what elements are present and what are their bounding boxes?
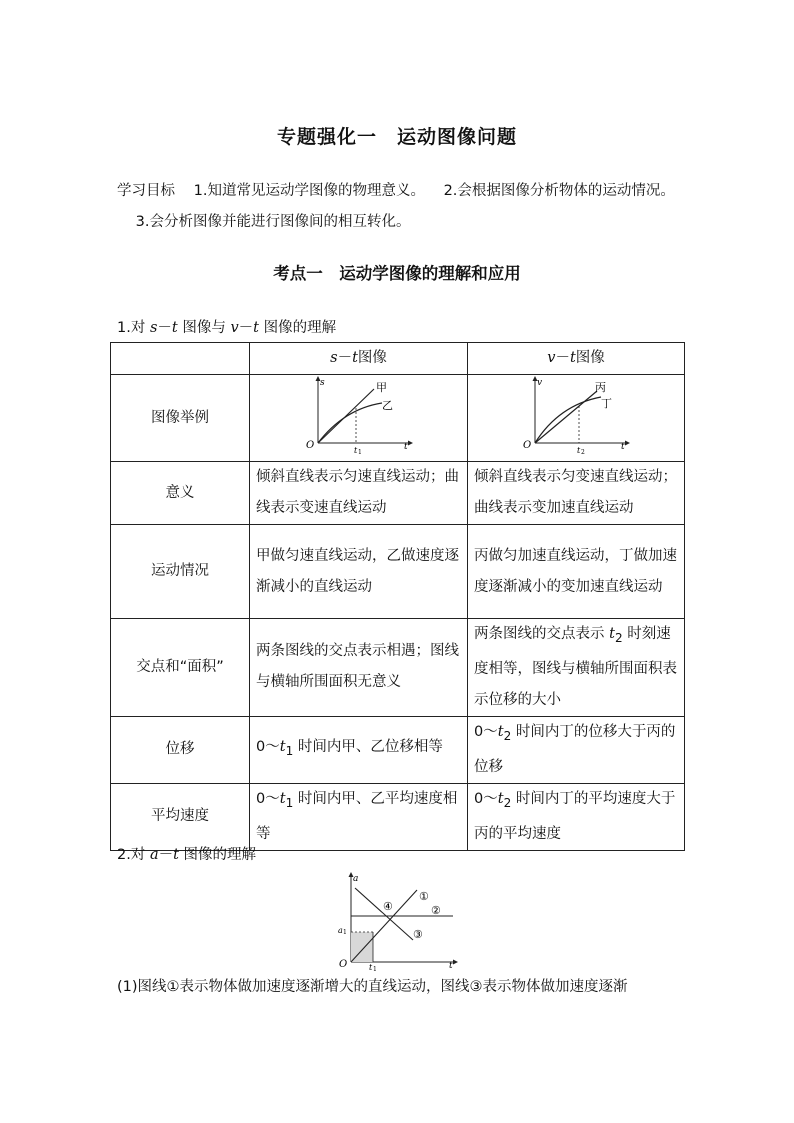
header-vt: v－t图像 <box>468 343 685 375</box>
section-heading: 考点一 运动学图像的理解和应用 <box>273 264 521 283</box>
objective-1: 1.知道常见运动学图像的物理意义。 <box>193 183 425 199</box>
objective-2: 2.会根据图像分析物体的运动情况。 <box>443 183 675 199</box>
st-y-label: s <box>319 378 325 388</box>
st-graph-cell <box>250 375 468 462</box>
at-label-4: ④ <box>383 900 393 913</box>
cell-text: $0\sim t_2$ 时间内丁的平均速度大于丙的平均速度 <box>468 783 685 850</box>
row-label: 运动情况 <box>111 525 250 619</box>
cell-text: 两条图线的交点表示 $t_2$ 时刻速度相等，图线与横轴所围面积表示位移的大小 <box>468 619 685 717</box>
page-title: 专题强化一 运动图像问题 <box>276 126 517 148</box>
vt-origin: O <box>523 440 532 451</box>
paragraph-1: (1)图线①表示物体做加速度逐渐增大的直线运动，图线③表示物体做加速度逐渐 <box>117 979 628 995</box>
at-graph <box>335 870 460 973</box>
at-tick: t <box>369 963 373 972</box>
st-tick-sub: 1 <box>357 449 362 456</box>
subheading-1: 1.对 s－t 图像与 v－t 图像的理解 <box>117 320 337 336</box>
at-label-1: ① <box>419 890 429 903</box>
subheading-2: 2.对 a－t 图像的理解 <box>117 847 257 863</box>
table-row <box>111 783 685 850</box>
table-header-row <box>111 343 685 375</box>
cell-text: 丙做匀加速直线运动，丁做加速度逐渐减小的变加速直线运动 <box>468 525 685 619</box>
vt-y-label: v <box>537 378 543 388</box>
at-tick-sub: 1 <box>373 966 377 973</box>
table-row <box>111 716 685 783</box>
st-origin: O <box>305 440 314 451</box>
vt-tick-sub: 2 <box>581 449 585 456</box>
comparison-table <box>110 342 685 851</box>
at-origin: O <box>339 959 348 970</box>
at-yval: a <box>338 926 343 935</box>
st-curve-jia: 甲 <box>375 381 387 394</box>
objective-3: 3.会分析图像并能进行图像间的相互转化。 <box>135 214 411 230</box>
at-x-label: t <box>449 961 453 971</box>
cell-text: $0\sim t_1$ 时间内甲、乙位移相等 <box>250 716 468 783</box>
at-label-2: ② <box>431 904 441 917</box>
vt-x-label: t <box>621 442 625 452</box>
vt-curve-bing: 丙 <box>595 381 606 394</box>
header-empty <box>111 343 250 375</box>
objectives-label: 学习目标 <box>117 183 175 199</box>
vt-curve-ding: 丁 <box>601 397 612 410</box>
table-row <box>111 525 685 619</box>
table-row <box>111 462 685 525</box>
table-row <box>111 619 685 717</box>
row-label: 位移 <box>111 716 250 783</box>
st-tick: t <box>353 446 357 455</box>
cell-text: 倾斜直线表示匀变速直线运动；曲线表示变加速直线运动 <box>468 462 685 525</box>
vt-graph <box>521 375 631 456</box>
vt-tick: t <box>577 446 581 455</box>
st-graph <box>304 375 414 456</box>
cell-text: 甲做匀速直线运动，乙做速度逐渐减小的直线运动 <box>250 525 468 619</box>
row-label: 图像举例 <box>111 375 250 462</box>
at-yval-sub: 1 <box>343 929 347 936</box>
at-y-label: a <box>353 874 359 884</box>
row-label: 交点和“面积” <box>111 619 250 717</box>
cell-text: 两条图线的交点表示相遇；图线与横轴所围面积无意义 <box>250 619 468 717</box>
st-curve-yi: 乙 <box>381 399 393 412</box>
vt-graph-cell <box>468 375 685 462</box>
st-x-label: t <box>403 442 408 452</box>
learning-objectives <box>117 176 687 238</box>
cell-text: $0\sim t_1$ 时间内甲、乙平均速度相等 <box>250 783 468 850</box>
cell-text: 倾斜直线表示匀速直线运动；曲线表示变速直线运动 <box>250 462 468 525</box>
table-row <box>111 375 685 462</box>
row-label: 意义 <box>111 462 250 525</box>
header-st: s－t图像 <box>250 343 468 375</box>
row-label: 平均速度 <box>111 783 250 850</box>
cell-text: $0\sim t_2$ 时间内丁的位移大于丙的位移 <box>468 716 685 783</box>
at-label-3: ③ <box>413 928 423 941</box>
